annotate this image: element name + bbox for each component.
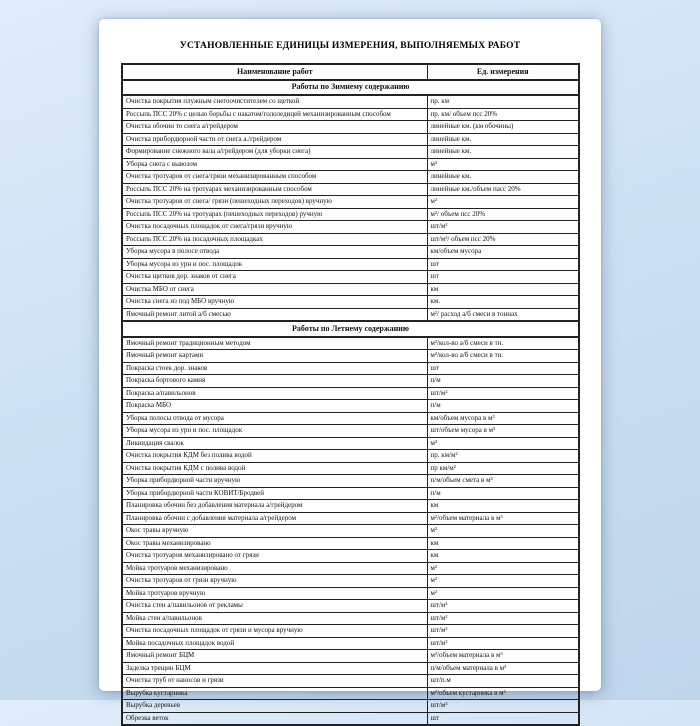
- table-row: [122, 375, 579, 388]
- work-name-cell: Окос травы вручную: [122, 525, 427, 538]
- table-row: [122, 700, 579, 713]
- unit-cell: пр км/м²: [427, 462, 579, 475]
- page-title: УСТАНОВЛЕННЫЕ ЕДИНИЦЫ ИЗМЕРЕНИЯ, ВЫПОЛНЯЕМЫХ РАБОТ: [179, 41, 521, 51]
- work-name-cell: Очистка щитков дор. знаков от снега: [122, 271, 427, 284]
- table-row: [122, 425, 579, 438]
- table-row: [122, 208, 579, 221]
- work-name-cell: Россыпь ПСС 20% на посадочных площадках: [122, 233, 427, 246]
- work-name-cell: Уборка прибордюрной части вручную: [122, 475, 427, 488]
- table-row: [122, 296, 579, 309]
- work-name-cell: Покраска бортового камня: [122, 375, 427, 388]
- work-name-cell: Очистка труб от наносов и грязи: [122, 675, 427, 688]
- work-name-cell: Мойка посадочных площадок водой: [122, 637, 427, 650]
- unit-cell: шт/м³: [427, 700, 579, 713]
- work-name-cell: Россыпь ПСС 20% с целью борьбы с накатом/гололедицей механизированным способом: [122, 108, 427, 121]
- table-row: [122, 146, 579, 159]
- work-name-cell: Очистка тротуаров от снега/ грязи (пешеходных переходов) вручную: [122, 196, 427, 209]
- table-row: [122, 196, 579, 209]
- unit-cell: п/м: [427, 487, 579, 500]
- work-name-cell: Заделка трещин БЦМ: [122, 662, 427, 675]
- unit-cell: шт: [427, 712, 579, 725]
- unit-cell: шт/м²: [427, 600, 579, 613]
- work-name-cell: Планировка обочин с добавления материала а/грейдером: [122, 512, 427, 525]
- unit-cell: м²: [427, 196, 579, 209]
- unit-cell: м²/объем кустарника в м³: [427, 687, 579, 700]
- table-row: [122, 450, 579, 463]
- table-row: [122, 662, 579, 675]
- table-row: [122, 537, 579, 550]
- unit-cell: км.: [427, 296, 579, 309]
- unit-cell: шт/п.м: [427, 675, 579, 688]
- work-name-cell: Покраска стоек дор. знаков: [122, 362, 427, 375]
- unit-cell: м³: [427, 437, 579, 450]
- unit-cell: п/м/объем смета в м³: [427, 475, 579, 488]
- table-row: [122, 233, 579, 246]
- work-name-cell: Очистка прибордюрной части от снега а./грейдером: [122, 133, 427, 146]
- unit-cell: м²: [427, 575, 579, 588]
- table-row: [122, 121, 579, 134]
- unit-cell: линейные км.: [427, 133, 579, 146]
- table-row: [122, 158, 579, 171]
- table-row: [122, 246, 579, 259]
- unit-cell: м²: [427, 587, 579, 600]
- work-name-cell: Очистка посадочных площадок от снега/грязи вручную: [122, 221, 427, 234]
- table-row: [122, 283, 579, 296]
- section-header-row: [122, 321, 579, 337]
- work-name-cell: Ямочный ремонт БЦМ: [122, 650, 427, 663]
- table-row: [122, 675, 579, 688]
- work-name-cell: Ямочный ремонт картами: [122, 350, 427, 363]
- table-header-row: [122, 64, 579, 80]
- unit-cell: км: [427, 537, 579, 550]
- table-row: [122, 258, 579, 271]
- work-name-cell: Ямочный ремонт традиционным методом: [122, 337, 427, 350]
- table-row: [122, 512, 579, 525]
- table-row: [122, 637, 579, 650]
- work-name-cell: Ликвидация свалок: [122, 437, 427, 450]
- table-row: [122, 712, 579, 725]
- table-row: [122, 308, 579, 321]
- unit-cell: пр. км: [427, 95, 579, 108]
- unit-cell: шт/м²: [427, 221, 579, 234]
- unit-cell: км/объем мусора: [427, 246, 579, 259]
- unit-cell: шт/м²: [427, 387, 579, 400]
- unit-cell: п/м: [427, 400, 579, 413]
- unit-cell: шт/м²: [427, 637, 579, 650]
- unit-cell: км: [427, 283, 579, 296]
- section-header-label: Работы по Зимнему содержанию: [122, 80, 579, 96]
- work-name-cell: Очистка тротуаров механизировано от грязи: [122, 550, 427, 563]
- work-name-cell: Россыпь ПСС 20% на тротуарах (пешеходных переходов) ручную: [122, 208, 427, 221]
- work-name-cell: Окос травы механизировано: [122, 537, 427, 550]
- work-name-cell: Очистка МБО от снега: [122, 283, 427, 296]
- work-name-cell: Очистка тротуаров от грязи вручную: [122, 575, 427, 588]
- unit-cell: п/м: [427, 375, 579, 388]
- table-row: [122, 462, 579, 475]
- table-row: [122, 600, 579, 613]
- table-row: [122, 475, 579, 488]
- unit-cell: м²: [427, 562, 579, 575]
- table-row: [122, 221, 579, 234]
- table-row: [122, 612, 579, 625]
- table-row: [122, 108, 579, 121]
- work-name-cell: Мойка тротуаров механизировано: [122, 562, 427, 575]
- table-row: [122, 400, 579, 413]
- unit-cell: линейные км. (км обочины): [427, 121, 579, 134]
- unit-cell: линейные км.: [427, 146, 579, 159]
- table-row: [122, 412, 579, 425]
- table-row: [122, 575, 579, 588]
- table-row: [122, 562, 579, 575]
- unit-cell: м²/объем материала в м³: [427, 512, 579, 525]
- table-row: [122, 437, 579, 450]
- work-name-cell: Очистка покрытия плужным снегоочистителем со щеткой: [122, 95, 427, 108]
- section-header-row: [122, 80, 579, 96]
- work-name-cell: Формирование снежного вала а/грейдером (для уборки снега): [122, 146, 427, 159]
- work-name-cell: Очистка покрытия КДМ без полива водой: [122, 450, 427, 463]
- unit-cell: шт/объем мусора в м³: [427, 425, 579, 438]
- work-name-cell: Уборка снега с вывозом: [122, 158, 427, 171]
- work-name-cell: Уборка мусора из урн и пос. площадок: [122, 425, 427, 438]
- unit-cell: шт/м²: [427, 625, 579, 638]
- unit-cell: м²/кол-во а/б смеси в тн.: [427, 350, 579, 363]
- work-name-cell: Планировка обочин без добавления материала а/грейдером: [122, 500, 427, 513]
- work-name-cell: Покраска МБО: [122, 400, 427, 413]
- work-name-cell: Вырубка кустарника: [122, 687, 427, 700]
- table-row: [122, 387, 579, 400]
- work-name-cell: Уборка мусора из урн и пос. площадок: [122, 258, 427, 271]
- table-row: [122, 271, 579, 284]
- section-header-label: Работы по Летнему содержанию: [122, 321, 579, 337]
- table-row: [122, 487, 579, 500]
- unit-cell: м²/кол-во а/б смеси в тн.: [427, 337, 579, 350]
- table-row: [122, 171, 579, 184]
- unit-cell: линейные км.: [427, 171, 579, 184]
- unit-cell: м²: [427, 525, 579, 538]
- unit-cell: шт/м²/ объем псс 20%: [427, 233, 579, 246]
- unit-cell: м²/объем материала в м³: [427, 650, 579, 663]
- table-row: [122, 350, 579, 363]
- unit-cell: шт: [427, 362, 579, 375]
- unit-cell: п/м/объем материала в м³: [427, 662, 579, 675]
- units-table: [121, 63, 580, 726]
- work-name-cell: Очистка посадочных площадок от грязи и мусора вручную: [122, 625, 427, 638]
- work-name-cell: Уборка прибордюрной части КОВИТ/Бродвей: [122, 487, 427, 500]
- table-row: [122, 687, 579, 700]
- unit-cell: шт: [427, 258, 579, 271]
- table-row: [122, 95, 579, 108]
- table-row: [122, 362, 579, 375]
- table-row: [122, 337, 579, 350]
- unit-cell: км/объем мусора в м³: [427, 412, 579, 425]
- work-name-cell: Ямочный ремонт литой а/б смесью: [122, 308, 427, 321]
- work-name-cell: Вырубка деревьев: [122, 700, 427, 713]
- unit-cell: шт: [427, 271, 579, 284]
- unit-cell: м²/ объем псс 20%: [427, 208, 579, 221]
- work-name-cell: Обрезка веток: [122, 712, 427, 725]
- table-row: [122, 183, 579, 196]
- table-row: [122, 650, 579, 663]
- table-row: [122, 133, 579, 146]
- unit-cell: км: [427, 500, 579, 513]
- unit-cell: м³: [427, 158, 579, 171]
- work-name-cell: Мойка стен а/павильонов: [122, 612, 427, 625]
- unit-cell: пр. км/ объем псс 20%: [427, 108, 579, 121]
- unit-cell: м²/ расход а/б смеси в тоннах: [427, 308, 579, 321]
- table-row: [122, 550, 579, 563]
- work-name-cell: Очистка снега из под МБО вручную: [122, 296, 427, 309]
- work-name-cell: Уборка полосы отвода от мусора: [122, 412, 427, 425]
- unit-cell: шт/м²: [427, 612, 579, 625]
- table-row: [122, 625, 579, 638]
- work-name-cell: Уборка мусора в полосе отвода: [122, 246, 427, 259]
- work-name-cell: Очистка обочин то снега а/грейдером: [122, 121, 427, 134]
- table-row: [122, 587, 579, 600]
- unit-cell: км: [427, 550, 579, 563]
- work-name-cell: Очистка покрытия КДМ с полива водой: [122, 462, 427, 475]
- document-page: [99, 19, 601, 722]
- unit-cell: линейные км./объем пасс 20%: [427, 183, 579, 196]
- table-row: [122, 500, 579, 513]
- work-name-cell: Россыпь ПСС 20% на тротуарах механизированным способом: [122, 183, 427, 196]
- column-header-unit: Ед. измерения: [427, 64, 579, 80]
- work-name-cell: Очистка тротуаров от снега/грязи механизированным способом: [122, 171, 427, 184]
- column-header-work-name: Наименование работ: [122, 64, 427, 80]
- work-name-cell: Покраска а/павильонов: [122, 387, 427, 400]
- unit-cell: пр. км/м²: [427, 450, 579, 463]
- work-name-cell: Очистка стен а/павильонов от рекламы: [122, 600, 427, 613]
- table-row: [122, 525, 579, 538]
- work-name-cell: Мойка тротуаров вручную: [122, 587, 427, 600]
